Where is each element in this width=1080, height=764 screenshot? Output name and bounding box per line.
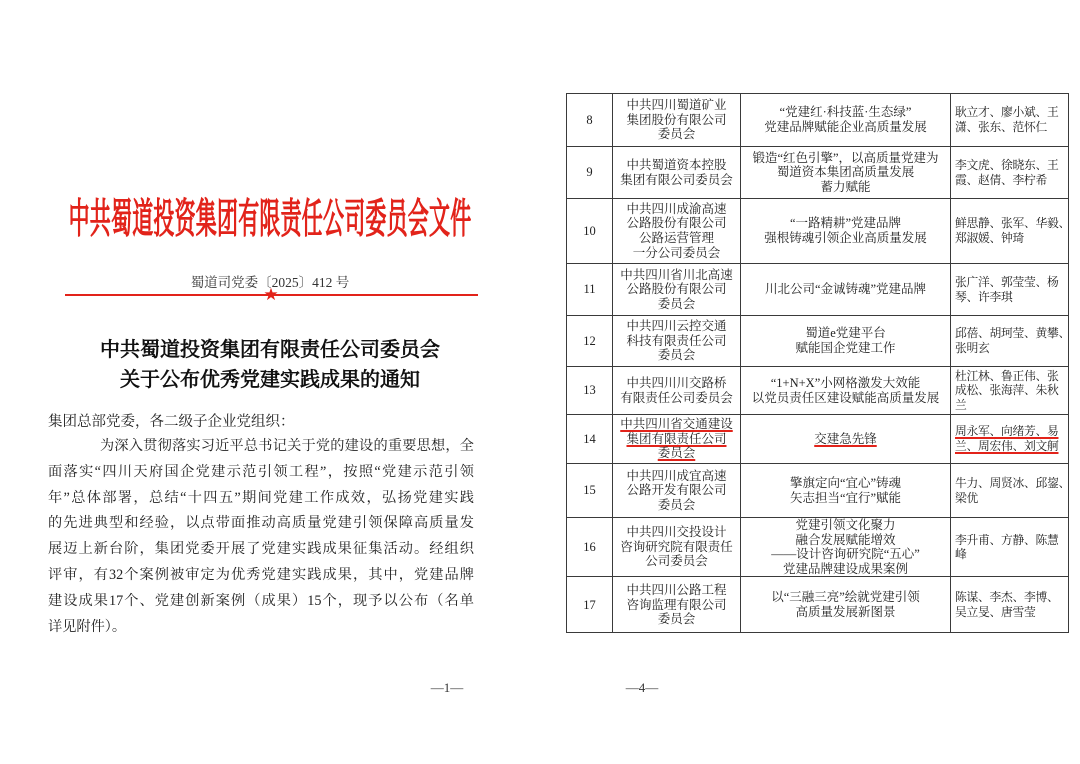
right-page: [540, 0, 1080, 764]
table-row: [567, 147, 1069, 199]
members-line: 琴、许李琪: [955, 289, 1013, 304]
organization-line: 中共四川云控交通: [626, 319, 727, 334]
results-table-body: [567, 94, 1069, 633]
achievement-title-line: “党建红·科技蓝·生态绿”: [779, 105, 912, 120]
organization-line: 委员会: [657, 296, 696, 311]
organization-cell: [613, 464, 741, 518]
achievement-title-cell: [741, 316, 951, 367]
members-line: 陈谋、李杰、李博、: [955, 590, 1059, 605]
achievement-title-cell: [741, 415, 951, 464]
members-cell: [951, 316, 1069, 367]
table-row: [567, 518, 1069, 577]
table-row: [567, 464, 1069, 518]
members-line: 李升甫、方静、陈慧: [955, 532, 1059, 547]
number-cell: 17: [567, 577, 613, 633]
achievement-title-line: 强根铸魂引领企业高质量发展: [764, 231, 927, 245]
members-cell: [951, 94, 1069, 147]
organization-line: 中共四川公路工程: [626, 582, 727, 597]
achievement-title-cell: [741, 577, 951, 633]
members-line: 成松、张海萍、朱秋: [955, 383, 1059, 398]
table-row: [567, 367, 1069, 415]
body-line: 评审，有32个案例被审定为优秀党建实践成果，其中，党建品牌: [48, 566, 474, 583]
organization-cell: [613, 147, 741, 199]
organization-line: 公司委员会: [645, 554, 708, 569]
achievement-title-line: 锻造“红色引擎”，以高质量党建为: [752, 150, 939, 165]
organization-line: 公路运营管理: [638, 231, 714, 245]
body-line: 的先进典型和经验，以点带面推动高质量党建引领保障高质量发: [48, 515, 474, 532]
members-line: 兰、周宏伟、刘文舸: [955, 439, 1059, 453]
organization-line: 中共四川川交路桥: [626, 375, 727, 390]
organization-line: 一分公司委员会: [632, 245, 721, 260]
members-cell: [951, 367, 1069, 415]
organization-line: 公路开发有限公司: [626, 483, 727, 498]
notice-title-line: 关于公布优秀党建实践成果的通知: [120, 369, 420, 391]
body-line: 展迈上新台阶，集团党委开展了党建实践成果征集活动。经组织: [48, 541, 474, 558]
organization-line: 委员会: [657, 127, 696, 142]
organization-line: 公路股份有限公司: [626, 216, 727, 231]
achievement-title-cell: [741, 518, 951, 577]
body-line: 为深入贯彻落实习近平总书记关于党的建设的重要思想，全: [100, 438, 474, 454]
members-cell: [951, 147, 1069, 199]
number-cell: 12: [567, 316, 613, 367]
achievement-title-line: 融合发展赋能增效: [795, 532, 896, 547]
table-row: [567, 577, 1069, 633]
organization-line: 咨询监理有限公司: [626, 597, 727, 612]
results-table: [566, 93, 1069, 633]
organization-line: 中共蜀道资本控股: [626, 157, 727, 172]
organization-cell: [613, 94, 741, 147]
number-cell: 13: [567, 367, 613, 415]
organization-line: 中共四川省川北高速: [620, 267, 733, 282]
achievement-title-line: ——设计咨询研究院“五心”: [771, 547, 920, 562]
organization-cell: [613, 367, 741, 415]
document-number: 蜀道司党委〔2025〕412 号: [190, 275, 350, 290]
star-icon: ★: [263, 285, 279, 305]
notice-title-line: 中共蜀道投资集团有限责任公司委员会: [100, 339, 440, 361]
members-line: 潇、张东、范怀仁: [955, 120, 1047, 134]
achievement-title-line: 蓄力赋能: [820, 179, 871, 194]
members-line: 张广洋、郭莹莹、杨: [955, 274, 1059, 289]
achievement-title-line: 以党员责任区建设赋能高质量发展: [751, 390, 940, 405]
organization-line: 中共四川成渝高速: [626, 201, 727, 216]
table-row: [567, 94, 1069, 147]
organization-line: 集团有限责任公司: [626, 431, 727, 446]
achievement-title-line: 党建品牌建设成果案例: [782, 561, 908, 576]
members-cell: [951, 464, 1069, 518]
achievement-title-cell: [741, 264, 951, 316]
achievement-title-line: 蜀道e党建平台: [805, 326, 886, 341]
organization-line: 集团有限公司委员会: [620, 172, 733, 187]
achievement-title-line: 党建品牌赋能企业高质量发展: [764, 120, 927, 134]
table-row: [567, 264, 1069, 316]
organization-line: 有限责任公司委员会: [620, 390, 733, 405]
members-cell: [951, 415, 1069, 464]
members-line: 霞、赵倩、李柠希: [955, 172, 1047, 187]
achievement-title-line: 交建急先锋: [814, 431, 877, 446]
members-line: 峰: [955, 547, 967, 562]
notice-title: [40, 335, 500, 395]
number-cell: 15: [567, 464, 613, 518]
achievement-title-line: 川北公司“金诚铸魂”党建品牌: [764, 282, 927, 297]
organization-line: 委员会: [657, 612, 696, 627]
members-line: 郑淑媛、钟琦: [955, 231, 1024, 245]
organization-line: 公路股份有限公司: [626, 282, 727, 297]
page-number: —4—: [625, 680, 659, 695]
members-cell: [951, 518, 1069, 577]
organization-line: 中共四川成宜高速: [626, 468, 727, 483]
document-header-title: 中共蜀道投资集团有限责任公司委员会文件: [68, 195, 472, 243]
achievement-title-line: 高质量发展新图景: [795, 604, 896, 619]
organization-cell: [613, 199, 741, 264]
table-row: [567, 316, 1069, 367]
members-cell: [951, 264, 1069, 316]
members-cell: [951, 577, 1069, 633]
members-line: 李文虎、徐晓东、王: [955, 157, 1059, 172]
achievement-title-line: 以“三融三亮”绘就党建引领: [771, 590, 920, 605]
achievement-title-line: “一路精耕”党建品牌: [789, 216, 902, 231]
salutation: 集团总部党委，各二级子企业党组织：: [48, 414, 295, 430]
number-cell: 16: [567, 518, 613, 577]
body-line: 建设成果17个、党建创新案例（成果）15个，现予以公布（名单: [48, 592, 474, 609]
achievement-title-line: 赋能国企党建工作: [795, 341, 896, 355]
organization-line: 中共四川蜀道矿业: [626, 98, 727, 113]
members-line: 周永军、向绪芳、易: [955, 424, 1059, 439]
achievement-title-line: 蜀道资本集团高质量发展: [776, 165, 915, 180]
organization-cell: [613, 316, 741, 367]
number-cell: 9: [567, 147, 613, 199]
organization-cell: [613, 518, 741, 577]
members-line: 耿立才、廖小斌、王: [955, 105, 1059, 120]
organization-cell: [613, 415, 741, 464]
achievement-title-cell: [741, 464, 951, 518]
achievement-title-cell: [741, 94, 951, 147]
organization-line: 委员会: [657, 497, 696, 512]
organization-line: 科技有限责任公司: [626, 333, 727, 348]
organization-line: 咨询研究院有限责任: [620, 539, 733, 554]
number-cell: 8: [567, 94, 613, 147]
organization-line: 中共四川省交通建设: [620, 417, 733, 432]
notice-body: [48, 434, 474, 640]
body-line: 年”总体部署，总结“十四五”期间党建工作成效，弘扬党建实践: [48, 489, 474, 506]
achievement-title-line: 党建引领文化聚力: [795, 518, 896, 532]
organization-line: 中共四川交投设计: [626, 525, 727, 540]
organization-cell: [613, 264, 741, 316]
table-row: [567, 199, 1069, 264]
number-cell: 10: [567, 199, 613, 264]
achievement-title-line: “1+N+X”小网格激发大效能: [770, 375, 921, 390]
members-line: 吴立旻、唐雪莹: [955, 604, 1036, 619]
body-line: 详见附件）。: [48, 618, 127, 635]
achievement-title-cell: [741, 199, 951, 264]
members-line: 邱蓓、胡珂莹、黄攀、: [955, 326, 1070, 341]
members-cell: [951, 199, 1069, 264]
achievement-title-line: 矢志担当“宜行”赋能: [789, 490, 902, 505]
members-line: 兰: [955, 397, 967, 412]
members-line: 梁优: [955, 490, 978, 505]
members-line: 杜江林、鲁正伟、张: [955, 368, 1059, 383]
organization-line: 集团股份有限公司: [626, 112, 727, 127]
achievement-title-line: 擎旗定向“宜心”铸魂: [789, 475, 902, 490]
organization-line: 委员会: [657, 446, 696, 461]
number-cell: 14: [567, 415, 613, 464]
table-row: [567, 415, 1069, 464]
members-line: 牛力、周贤冰、邱鋆、: [955, 475, 1070, 490]
organization-line: 委员会: [657, 348, 696, 363]
number-cell: 11: [567, 264, 613, 316]
body-line: 面落实“四川天府国企党建示范引领工程”，按照“党建示范引领: [48, 463, 474, 480]
members-line: 张明玄: [955, 341, 990, 355]
page-number: —1—: [430, 680, 464, 695]
members-line: 鲜思静、张军、华毅、: [955, 216, 1070, 231]
achievement-title-cell: [741, 147, 951, 199]
achievement-title-cell: [741, 367, 951, 415]
organization-cell: [613, 577, 741, 633]
